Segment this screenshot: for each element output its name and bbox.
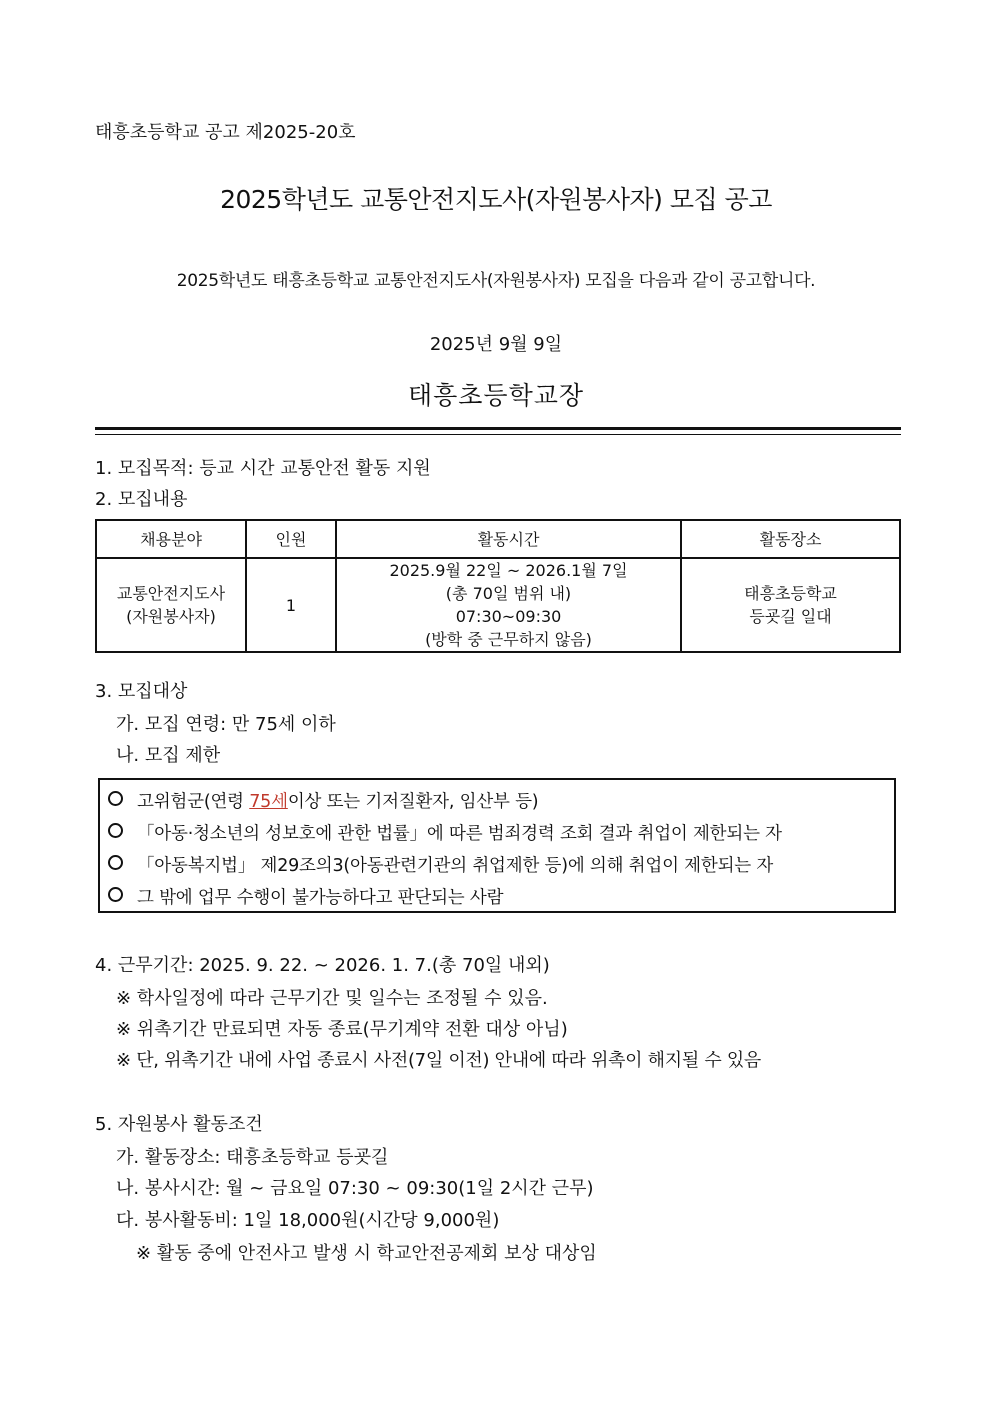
restriction-text: 이상 또는 기저질환자, 임산부 등) xyxy=(287,792,539,812)
target-age: 가. 모집 연령: 만 75세 이하 xyxy=(116,714,336,735)
cell-place xyxy=(681,558,900,652)
section-content-title: 2. 모집내용 xyxy=(95,489,188,510)
circle-bullet-icon xyxy=(108,823,123,838)
header-place: 활동장소 xyxy=(681,520,900,558)
table-header-row xyxy=(96,520,900,558)
intro-text: 2025학년도 태흥초등학교 교통안전지도사(자원봉사자) 모집을 다음과 같이 공고합니다. xyxy=(176,271,816,291)
recruitment-table xyxy=(95,519,901,653)
cell-time xyxy=(336,558,681,652)
restriction-item xyxy=(108,852,773,877)
restriction-text: 고위험군(연령 xyxy=(137,792,250,812)
restriction-text: 「아동복지법」 제29조의3(아동관련기관의 취업제한 등)에 의해 취업이 제한되는 자 xyxy=(137,856,774,876)
period-note: ※ 위촉기간 만료되면 자동 종료(무기계약 전환 대상 아님) xyxy=(116,1019,568,1040)
circle-bullet-icon xyxy=(108,887,123,902)
field-line: 교통안전지도사 xyxy=(116,584,226,603)
time-line: 2025.9월 22일 ~ 2026.1월 7일 xyxy=(389,561,628,580)
divider-thin xyxy=(95,434,901,435)
circle-bullet-icon xyxy=(108,791,123,806)
header-time: 활동시간 xyxy=(336,520,681,558)
circle-bullet-icon xyxy=(108,855,123,870)
section-period-title: 4. 근무기간: 2025. 9. 22. ~ 2026. 1. 7.(총 70일 내외) xyxy=(95,955,550,976)
principal-signature: 태흥초등학교장 xyxy=(407,381,585,410)
section-conditions-title: 5. 자원봉사 활동조건 xyxy=(95,1114,263,1135)
cell-count: 1 xyxy=(246,558,336,652)
place-line: 등굣길 일대 xyxy=(749,607,832,626)
cell-field xyxy=(96,558,246,652)
field-line: (자원봉사자) xyxy=(126,607,216,626)
restriction-text: 그 밖에 업무 수행이 불가능하다고 판단되는 사람 xyxy=(137,888,504,908)
condition-time: 나. 봉사시간: 월 ~ 금요일 07:30 ~ 09:30(1일 2시간 근무) xyxy=(116,1178,594,1199)
restriction-item xyxy=(108,884,503,909)
divider-thick xyxy=(95,427,901,430)
restriction-box xyxy=(98,778,896,913)
condition-pay: 다. 봉사활동비: 1일 18,000원(시간당 9,000원) xyxy=(116,1210,500,1231)
restriction-text: 「아동·청소년의 성보호에 관한 법률」에 따른 범죄경력 조회 결과 취업이 제한되는 자 xyxy=(137,824,782,844)
time-line: 07:30~09:30 xyxy=(455,607,562,626)
time-line: (총 70일 범위 내) xyxy=(445,584,572,603)
place-line: 태흥초등학교 xyxy=(744,584,837,603)
restriction-item xyxy=(108,788,538,813)
page-title: 2025학년도 교통안전지도사(자원봉사자) 모집 공고 xyxy=(220,185,772,214)
section-purpose: 1. 모집목적: 등교 시간 교통안전 활동 지원 xyxy=(95,458,431,479)
period-note: ※ 단, 위촉기간 내에 사업 종료시 사전(7일 이전) 안내에 따라 위촉이 해지될 수 있음 xyxy=(116,1050,762,1071)
time-line: (방학 중 근무하지 않음) xyxy=(425,630,592,649)
table-row xyxy=(96,558,900,652)
section-target-title: 3. 모집대상 xyxy=(95,681,188,702)
header-field: 채용분야 xyxy=(96,520,246,558)
restriction-item xyxy=(108,820,782,845)
header-count: 인원 xyxy=(246,520,336,558)
notice-date: 2025년 9월 9일 xyxy=(429,334,563,355)
period-note: ※ 학사일정에 따라 근무기간 및 일수는 조정될 수 있음. xyxy=(116,988,548,1009)
target-limit: 나. 모집 제한 xyxy=(116,745,221,766)
notice-number: 태흥초등학교 공고 제2025-20호 xyxy=(95,122,356,143)
condition-note: ※ 활동 중에 안전사고 발생 시 학교안전공제회 보상 대상임 xyxy=(136,1243,597,1264)
condition-place: 가. 활동장소: 태흥초등학교 등굣길 xyxy=(116,1147,389,1168)
restriction-highlight: 75세 xyxy=(249,792,288,812)
